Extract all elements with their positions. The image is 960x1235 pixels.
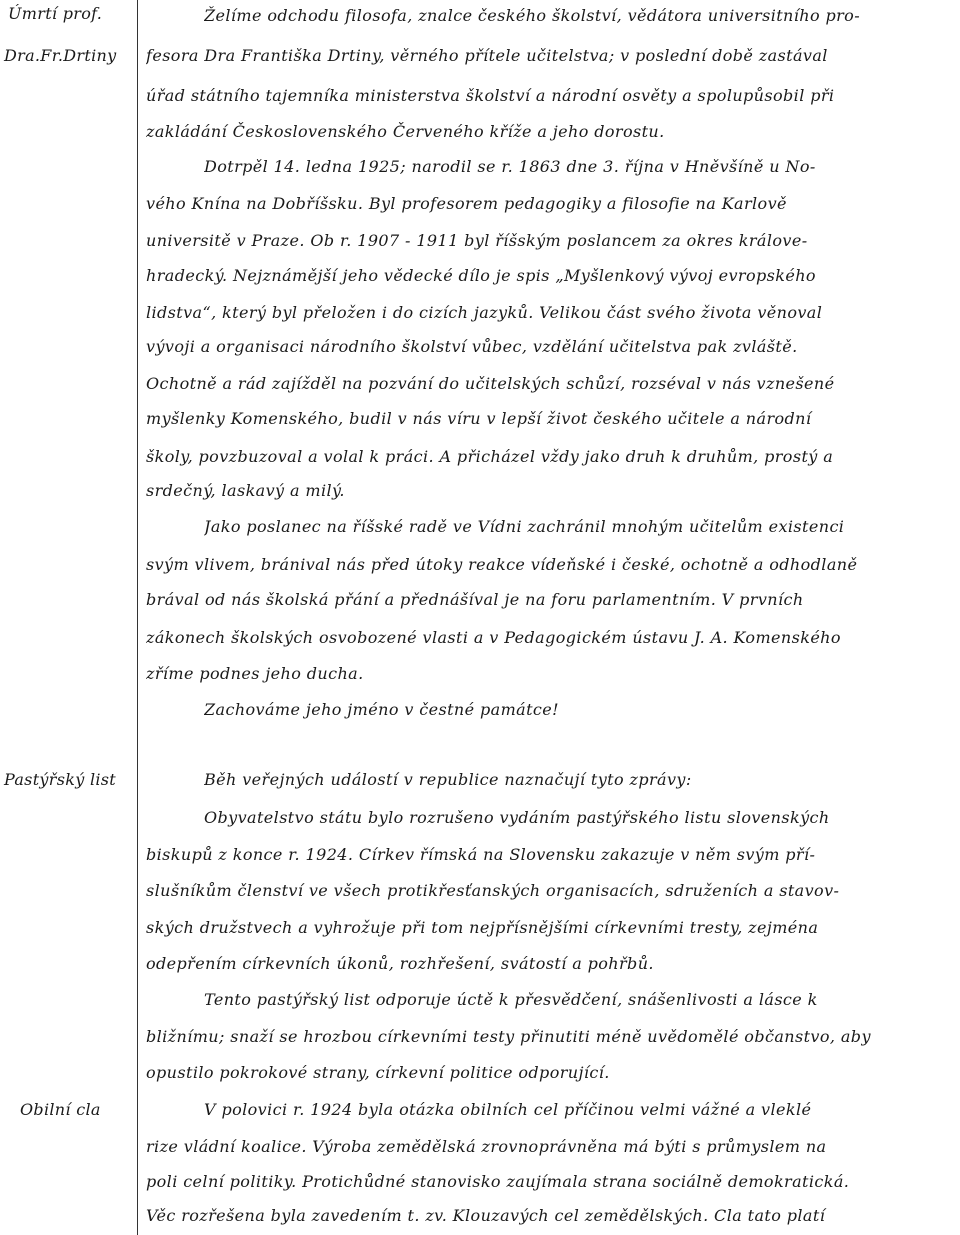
- text-line: úřad státního tajemníka ministerstva školství a národní osvěty a spolupůsobil při: [146, 86, 835, 105]
- text-line: odepřením církevních úkonů, rozhřešení, svátostí a pohřbů.: [146, 954, 654, 973]
- text-line: svým vlivem, bránival nás před útoky reakce vídeňské i české, ochotně a odhodlaně: [146, 555, 858, 574]
- text-line: Tento pastýřský list odporuje úctě k přesvědčení, snášenlivosti a lásce k: [204, 990, 818, 1009]
- text-line: lidstva“, který byl přeložen i do cizích jazyků. Velikou část svého života věnoval: [146, 303, 823, 322]
- text-line: biskupů z konce r. 1924. Církev římská na Slovensku zakazuje v něm svým pří-: [146, 845, 816, 864]
- margin-note-grain-tariffs: Obilní cla: [20, 1100, 101, 1119]
- text-line: ských družstvech a vyhrožuje při tom nejpřísnějšími církevními tresty, zejména: [146, 918, 819, 937]
- text-line: bližnímu; snaží se hrozbou církevními testy přinutiti méně uvědomělé občanstvo, aby: [146, 1027, 871, 1046]
- text-line: zákonech školských osvobozené vlasti a v Pedagogickém ústavu J. A. Komenského: [146, 628, 841, 647]
- text-line: Věc rozřešena byla zavedením t. zv. Klouzavých cel zemědělských. Cla tato platí: [146, 1206, 826, 1225]
- text-line: školy, povzbuzoval a volal k práci. A přicházel vždy jako druh k druhům, prostý a: [146, 447, 834, 466]
- margin-note-pastoral-letter: Pastýřský list: [4, 770, 117, 789]
- text-line: opustilo pokrokové strany, církevní politice odporující.: [146, 1063, 610, 1082]
- text-line: vývoji a organisaci národního školství vůbec, vzdělání učitelstva pak zvláště.: [146, 337, 798, 356]
- text-line: slušníkům členství ve všech protikřesťanských organisacích, sdruženích a stavov-: [146, 881, 840, 900]
- text-line: Dotrpěl 14. ledna 1925; narodil se r. 1863 dne 3. října v Hněvšíně u No-: [204, 157, 816, 176]
- text-line: Želíme odchodu filosofa, znalce českého školství, vědátora universitního pro-: [204, 6, 861, 25]
- text-line: zakládání Československého Červeného kříže a jeho dorostu.: [146, 122, 665, 141]
- text-line: myšlenky Komenského, budil v nás víru v lepší život českého učitele a národní: [146, 409, 812, 428]
- text-line: hradecký. Nejznámější jeho vědecké dílo je spis „Myšlenkový vývoj evropského: [146, 266, 816, 285]
- margin-divider-line: [137, 0, 138, 1235]
- text-line: V polovici r. 1924 byla otázka obilních cel příčinou velmi vážné a vleklé: [204, 1100, 812, 1119]
- text-line: Ochotně a rád zajížděl na pozvání do učitelských schůzí, rozséval v nás vznešené: [146, 374, 835, 393]
- text-line: zříme podnes jeho ducha.: [146, 664, 364, 683]
- text-line: fesora Dra Františka Drtiny, věrného přítele učitelstva; v poslední době zastával: [146, 46, 828, 65]
- margin-note-drtina: Dra.Fr.Drtiny: [4, 46, 117, 65]
- text-line: rize vládní koalice. Výroba zemědělská zrovnoprávněna má býti s průmyslem na: [146, 1137, 827, 1156]
- text-line: Obyvatelstvo státu bylo rozrušeno vydáním pastýřského listu slovenských: [204, 808, 830, 827]
- text-line: srdečný, laskavý a milý.: [146, 481, 345, 500]
- text-line: Jako poslanec na říšské radě ve Vídni zachránil mnohým učitelům existenci: [204, 517, 845, 536]
- text-line: poli celní politiky. Protichůdné stanovisko zaujímala strana sociálně demokratická.: [146, 1172, 850, 1191]
- text-line: Zachováme jeho jméno v čestné památce!: [204, 700, 559, 719]
- margin-note-death: Úmrtí prof.: [8, 4, 103, 23]
- text-line: universitě v Praze. Ob r. 1907 - 1911 byl říšským poslancem za okres králove-: [146, 231, 808, 250]
- text-line: vého Knína na Dobříšsku. Byl profesorem pedagogiky a filosofie na Karlově: [146, 194, 787, 213]
- text-line: brával od nás školská přání a přednášíval je na foru parlamentním. V prvních: [146, 590, 804, 609]
- text-line: Běh veřejných událostí v republice naznačují tyto zprávy:: [204, 770, 692, 789]
